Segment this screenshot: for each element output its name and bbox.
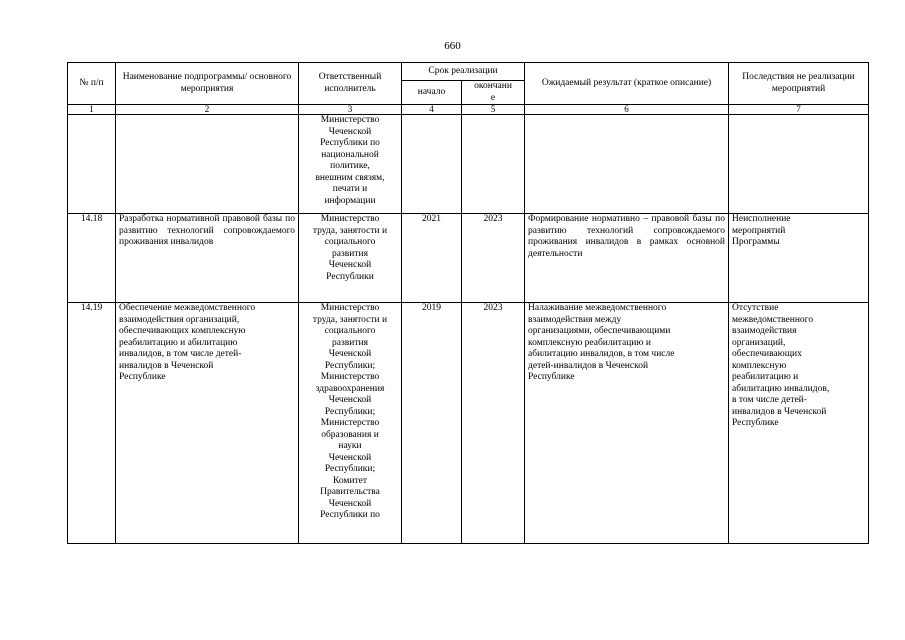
row-consequences: Неисполнение мероприятий Программы	[729, 214, 869, 303]
header-result: Ожидаемый результат (краткое описание)	[525, 63, 729, 105]
header-start: начало	[402, 81, 462, 105]
row-num	[68, 115, 116, 214]
row-end	[462, 115, 525, 214]
row-end: 2023	[462, 214, 525, 303]
row-end: 2023	[462, 303, 525, 544]
header-end: окончани е	[462, 81, 525, 105]
row-num: 14.18	[68, 214, 116, 303]
col-number: 3	[299, 105, 402, 115]
row-name: Обеспечение межведомственного взаимодействия организаций, обеспечивающих комплексную реабилитацию и абилитацию инвалидов, в том числе детей- инвалидов в Чеченской Республике	[116, 303, 299, 544]
row-executor: Министерство труда, занятости и социального развития Чеченской Республики; Министерство здравоохранения Чеченской Республики; Министерство образования и науки Чеченской Республики; Комитет Правительства Чеченской Республики по	[299, 303, 402, 544]
row-executor: Министерство труда, занятости и социального развития Чеченской Республики	[299, 214, 402, 303]
row-start: 2021	[402, 214, 462, 303]
row-executor: Министерство Чеченской Республики по национальной политике, внешним связям, печати и информации	[299, 115, 402, 214]
header-num: № п/п	[68, 63, 116, 105]
row-consequences: Отсутствие межведомственного взаимодействия организаций, обеспечивающих комплексную реабилитацию и абилитацию инвалидов, в том числе детей- инвалидов в Чеченской Республике	[729, 303, 869, 544]
page-number: 660	[444, 40, 461, 52]
program-table	[67, 62, 869, 544]
row-consequences	[729, 115, 869, 214]
table-row	[68, 115, 869, 214]
row-name: Разработка нормативной правовой базы по развитию технологий сопровождаемого проживания инвалидов	[116, 214, 299, 303]
col-number: 5	[462, 105, 525, 115]
row-name	[116, 115, 299, 214]
col-number: 4	[402, 105, 462, 115]
header-executor: Ответственный исполнитель	[299, 63, 402, 105]
col-number: 2	[116, 105, 299, 115]
col-number: 7	[729, 105, 869, 115]
header-consequences: Последствия не реализации мероприятий	[729, 63, 869, 105]
header-name: Наименование подпрограммы/ основного мероприятия	[116, 63, 299, 105]
col-number: 6	[525, 105, 729, 115]
col-number: 1	[68, 105, 116, 115]
row-start	[402, 115, 462, 214]
table-row	[68, 214, 869, 303]
header-term: Срок реализации	[402, 63, 525, 81]
table-row	[68, 303, 869, 544]
row-num: 14.19	[68, 303, 116, 544]
row-result: Налаживание межведомственного взаимодействия между организациями, обеспечивающими комплексную реабилитацию и абилитацию инвалидов, в том числе детей-инвалидов в Чеченской Республике	[525, 303, 729, 544]
row-start: 2019	[402, 303, 462, 544]
row-result: Формирование нормативно – правовой базы по развитию технологий сопровождаемого проживания инвалидов в рамках основной деятельности	[525, 214, 729, 303]
row-result	[525, 115, 729, 214]
